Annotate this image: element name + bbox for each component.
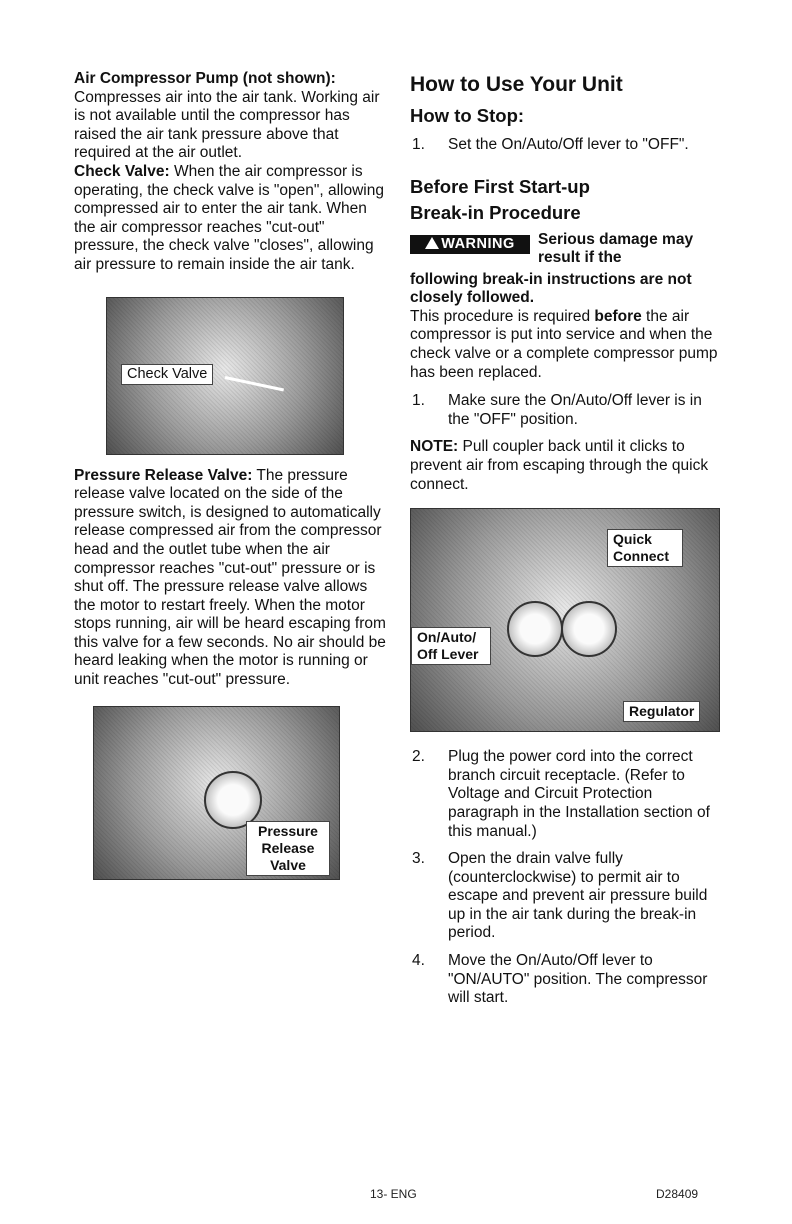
step-text: Plug the power cord into the correct branch circuit receptacle. (Refer to Voltage and Circuit Protection paragraph in the Installation section of this manual.) [448,748,710,840]
prv-description [74,467,386,690]
procedure-bold: before [594,307,642,325]
step-text: Open the drain valve fully (counterclockwise) to permit air to escape and prevent air pressure build up in the air tank during the break-in period. [448,850,708,942]
list-item [410,952,725,1008]
quick-connect-line-2: Connect [613,548,669,565]
warning-badge [410,235,530,254]
left-column [74,70,386,880]
step-text: Move the On/Auto/Off lever to "ON/AUTO" position. The compressor will start. [448,952,708,1007]
document-code: D28409 [656,1187,699,1201]
note-paragraph [410,438,725,494]
note-text: Pull coupler back until it clicks to prevent air from escaping through the quick connect. [410,438,709,493]
controls-photo [410,508,720,732]
step-number: 1. [412,136,425,153]
check-valve-description [74,163,386,275]
right-gauge-shape [561,601,617,657]
check-valve-label: Check Valve [121,364,213,385]
prv-text: The pressure release valve located on the side of the pressure switch, is designed to automatically release compressed air from the compressor head and the outlet tube when the air compressor reaches "cut-out" pressure or is shut off. The pressure release valve allows the motor to restart freely. When the motor stops running, air will be heard escaping from this valve for a few seconds. No air should be heard leaking when the motor is running or unit reaches "cut-out" pressure. [74,466,386,689]
note-term: NOTE: [410,438,459,456]
lever-line-1: On/Auto/ [417,629,477,646]
step-number: 3. [412,850,425,868]
breakin-steps-continued [410,748,725,1008]
prv-label-line-3: Valve [270,856,306,873]
check-valve-arrow [225,376,284,391]
pump-term: Air Compressor Pump (not shown): [74,70,336,87]
procedure-post: the air compressor is put into service and when the check valve or a complete compressor pump has been replaced. [410,307,718,381]
warning-block [410,231,725,271]
stop-heading: How to Stop: [410,105,525,126]
step-text: Make sure the On/Auto/Off lever is in the "OFF" position. [448,392,702,428]
procedure-pre: This procedure is required [410,307,595,325]
step-number: 2. [412,748,425,766]
lever-label [411,627,491,665]
quick-connect-label [607,529,683,567]
warning-rest: following break-in instructions are not closely followed. [410,270,692,307]
quick-connect-line-1: Quick [613,531,652,548]
pump-description [74,70,386,163]
breakin-step-1 [410,392,725,429]
prv-photo [93,706,340,880]
left-gauge-shape [507,601,563,657]
procedure-paragraph [410,308,725,382]
prv-label [246,821,330,876]
prv-label-line-1: Pressure [258,822,318,839]
list-item [410,850,725,943]
regulator-label: Regulator [623,701,700,722]
list-item [410,748,725,841]
check-valve-term: Check Valve: [74,162,170,180]
step-number: 1. [412,392,425,410]
page-number: 13- ENG [370,1187,417,1201]
breakin-heading-line-1: Before First Start-up [410,175,590,197]
warning-badge-text: WARNING [441,235,515,252]
step-text: Set the On/Auto/Off lever to "OFF". [448,136,689,153]
step-number: 4. [412,952,425,970]
prv-term: Pressure Release Valve: [74,466,253,484]
lever-line-2: Off Lever [417,646,479,663]
right-column [410,70,725,1017]
stop-steps [410,136,725,155]
check-valve-photo [106,297,344,455]
breakin-heading-line-2: Break-in Procedure [410,201,581,223]
check-valve-text: When the air compressor is operating, the check valve is "open", allowing compressed air to enter the air tank. When the air compressor reaches "cut-out" pressure, the check valve "closes", allowing air pressure to remain inside the air tank. [74,162,384,273]
list-item [410,392,725,429]
warning-lead: Serious damage may result if the [538,230,694,267]
pump-text: Compresses air into the air tank. Working air is not available until the compressor has raised the air tank pressure above that required at the air outlet. [74,88,380,162]
list-item [410,136,725,155]
main-heading: How to Use Your Unit [410,73,623,96]
prv-label-line-2: Release [261,839,315,856]
warning-triangle-icon [425,237,439,249]
